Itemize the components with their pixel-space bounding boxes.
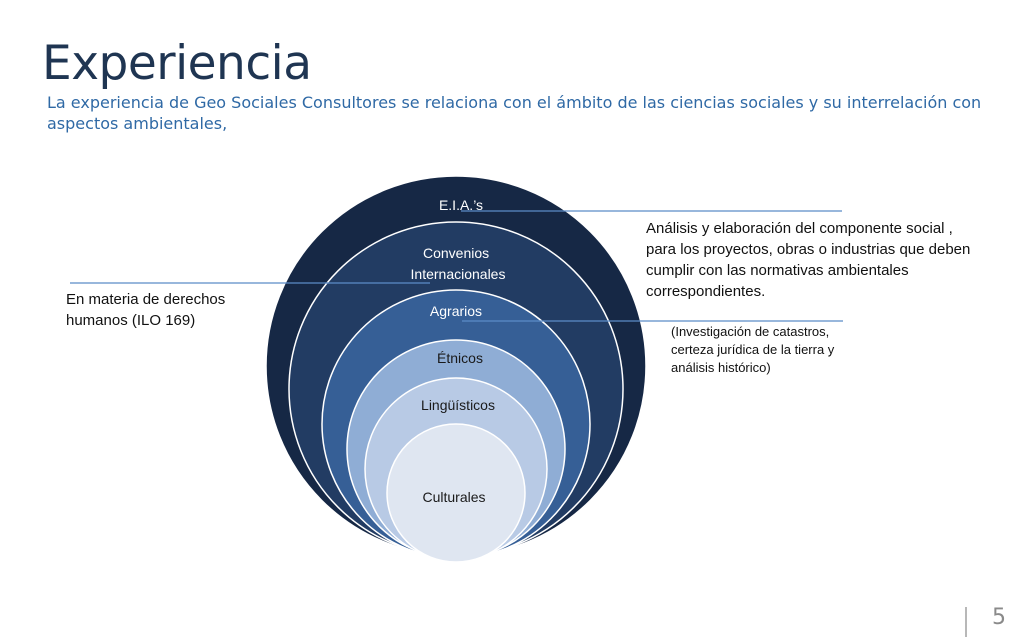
ring-label-culturales: Culturales <box>422 489 486 505</box>
slide-title: Experiencia <box>42 36 312 91</box>
annotation-social-component: Análisis y elaboración del componente social , para los proyectos, obras o industrias que deben cumplir con las normativas ambientales correspondientes. <box>646 220 971 300</box>
ring-label-agrarios: Agrarios <box>429 303 483 319</box>
ring-label-etnicos: Étnicos <box>437 350 483 366</box>
annotation-land-research: (Investigación de catastros, certeza jurídica de la tierra y análisis histórico) <box>671 324 835 375</box>
annotation-human-rights: En materia de derechos humanos (ILO 169) <box>66 291 226 329</box>
ring-label-linguisticos: Lingüísticos <box>421 397 495 413</box>
page-number: 5 <box>992 605 1006 630</box>
page-number-divider <box>965 607 967 637</box>
ring-label-eias: E.I.A.’s <box>438 197 484 213</box>
slide-subtitle: La experiencia de Geo Sociales Consultores se relaciona con el ámbito de las ciencias sociales y su interrelación con aspectos ambientales, <box>47 93 982 133</box>
ring-label-convenios: Convenios Internacionales <box>410 245 506 282</box>
